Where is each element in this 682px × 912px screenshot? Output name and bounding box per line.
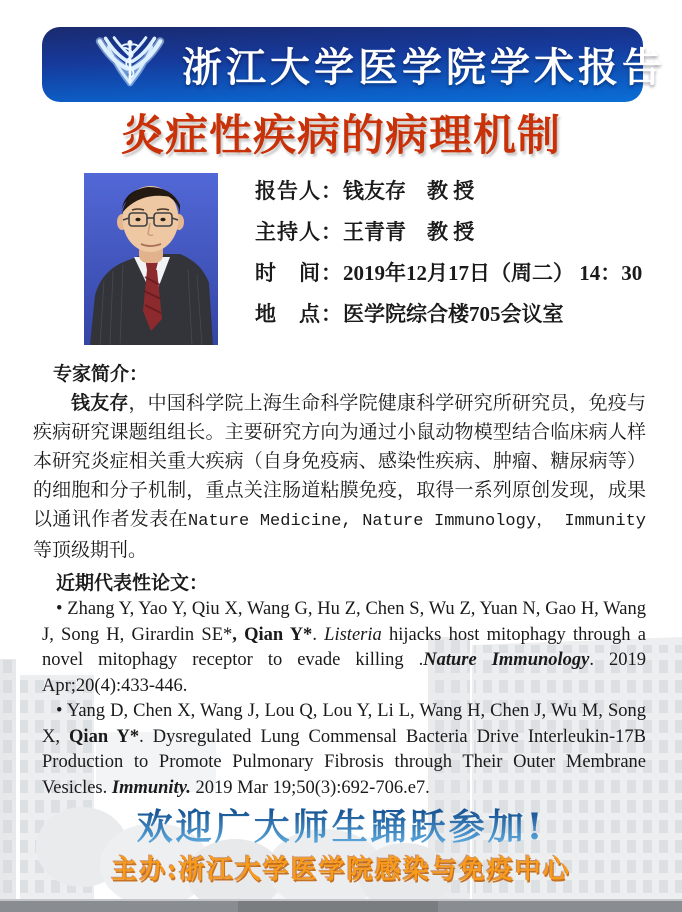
bio-paragraph: 钱友存，中国科学院上海生命科学院健康科学研究所研究员，免疫与疾病研究课题组组长。主要研究方向为通过小鼠动物模型结合临床病人样本研究炎症相关重大疾病（自身免疫病、感染性疾病、肿瘤、糖尿病等）的细胞和分子机制，重点关注肠道粘膜免疫，取得一系列原创发现，成果以通讯作者发表在Nature Medicine, Nature Immunology， Immunity等顶级期刊。 xyxy=(33,393,646,561)
info-row-time xyxy=(255,262,642,285)
info-label: 时 间： xyxy=(255,261,343,285)
speaker-section xyxy=(84,173,682,345)
info-value: 王青青 教 授 xyxy=(343,220,475,244)
info-value: 钱友存 教 授 xyxy=(343,179,475,203)
info-label: 地 点： xyxy=(255,302,343,326)
bio-section xyxy=(33,360,646,565)
header-banner xyxy=(42,27,666,102)
paper-item: • Zhang Y, Yao Y, Qiu X, Wang G, Hu Z, Chen S, Wu Z, Yuan N, Gao H, Wang J, Song H, Girardin SE*, Qian Y*. Listeria hijacks host mitophagy through a novel mitophagy receptor to evade killing .Nature Immunology. 2019 Apr;20(4):433-446. xyxy=(42,599,646,696)
lecture-title: 炎症性疾病的病理机制 xyxy=(121,112,561,160)
info-label: 报告人： xyxy=(255,179,343,203)
welcome-line: 欢迎广大师生踊跃参加! xyxy=(0,806,682,848)
info-label: 主持人： xyxy=(255,220,343,244)
banner-title: 浙江大学医学院学术报告 xyxy=(182,44,666,91)
info-value: 医学院综合楼705会议室 xyxy=(343,302,564,326)
info-row-host xyxy=(255,221,642,244)
papers-heading: 近期代表性论文： xyxy=(56,573,209,594)
info-row-speaker xyxy=(255,180,642,203)
speaker-photo xyxy=(84,173,218,345)
paper-item: • Yang D, Chen X, Wang J, Lou Q, Lou Y, Li L, Wang H, Chen J, Wu M, Song X, Qian Y*. Dysregulated Lung Commensal Bacteria Drive Interleukin-17B Production to Promote Pulmonary Fibrosis through Their Outer Membrane Vesicles. Immunity. 2019 Mar 19;50(3):692-706.e7. xyxy=(42,701,646,798)
poster-content xyxy=(0,27,682,885)
organizer-line: 主办:浙江大学医学院感染与免疫中心 xyxy=(111,855,571,885)
info-row-location xyxy=(255,303,642,326)
winged-caduceus-icon xyxy=(94,36,166,94)
info-value: 2019年12月17日（周二） 14：30 xyxy=(343,261,643,285)
bio-heading: 专家简介： xyxy=(53,364,149,385)
papers-section xyxy=(42,571,646,801)
lecture-info xyxy=(255,173,642,345)
